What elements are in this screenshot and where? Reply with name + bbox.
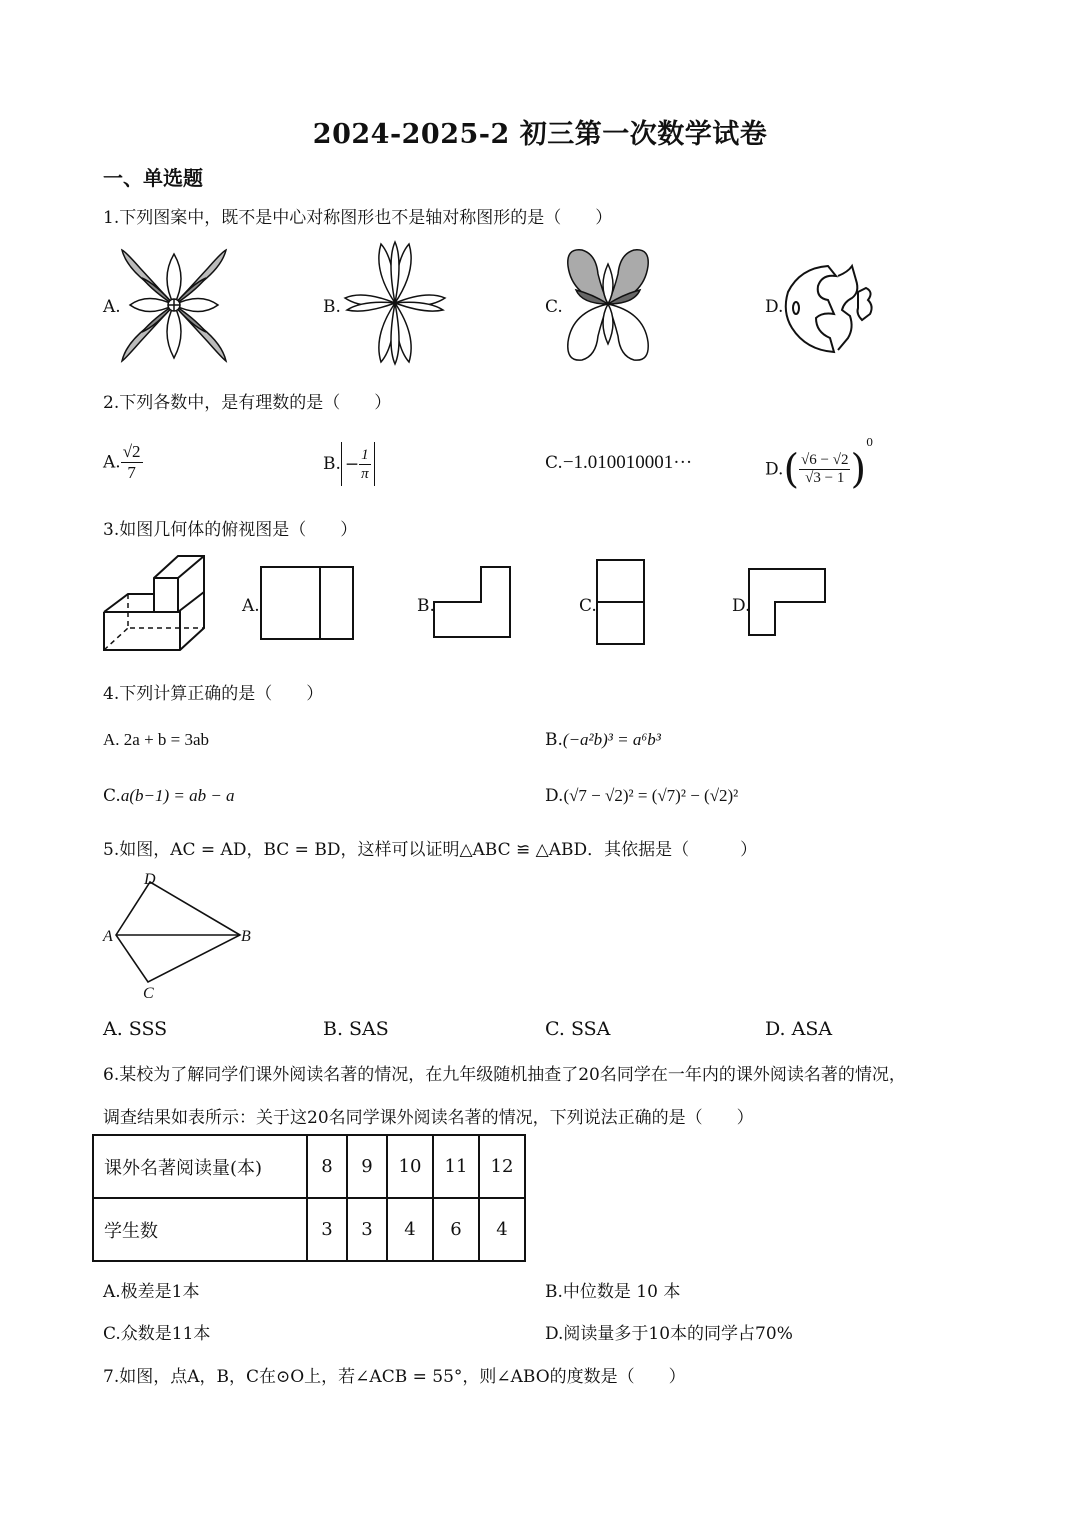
table-cell: 11 [433,1135,479,1198]
q4-option-d-label: D. [545,786,564,806]
q1-figure-d [782,262,878,356]
table-cell: 3 [307,1198,347,1261]
q4-option-a: A. 2a + b = 3ab [103,730,210,749]
q2-option-d: D.( $\frac{√6 - √2}{√3 - 1}$ )$^0$ [765,436,874,493]
table-cell: 8 [307,1135,347,1198]
q3-option-d-label: D. [732,596,751,616]
q6-data-table [92,1134,526,1262]
q1-option-d-label: D. [765,297,784,317]
q2-option-a [103,442,143,483]
q6-option-b: B.中位数是 10 本 [545,1282,681,1302]
question-3-stem: 3.如图几何体的俯视图是（ ） [103,520,358,540]
q5-kite-figure [100,866,260,1002]
q4-option-c-label: C. [103,786,121,806]
question-6-stem-line2: 调查结果如表所示：关于这20名同学课外阅读名著的情况，下列说法正确的是（ ） [103,1108,754,1128]
q6-option-c: C.众数是11本 [103,1324,211,1344]
q1-option-b-label: B. [323,297,341,317]
q2-option-b-label: B. [323,454,341,474]
page-title: 2024-2025-2 初三第一次数学试卷 [312,119,768,150]
question-6-stem-line1: 6.某校为了解同学们课外阅读名著的情况，在九年级随机抽查了20名同学在一年内的课外阅读名著的情况， [103,1065,906,1085]
table-cell: 12 [479,1135,525,1198]
q2-option-c [545,452,692,474]
q3-option-a-label: A. [242,596,260,616]
q2-b-minus: − [344,454,360,475]
q1-figure-a [120,248,228,363]
table-row [93,1198,525,1261]
q1-figure-c [562,246,654,364]
q6-option-d: D.阅读量多于10本的同学占70% [545,1324,793,1344]
q4-b-expression: (−a²b)³ = a⁶b³ [562,730,661,749]
q1-option-a-label: A. [103,297,121,317]
q2-option-a-fraction [121,442,143,483]
q4-option-d [545,786,738,806]
table-cell: 9 [347,1135,387,1198]
table-cell: 3 [347,1198,387,1261]
q2-b-denominator: π [361,466,369,482]
q3-option-b-label: B. [417,596,435,616]
q5-option-d: D. ASA [765,1018,833,1040]
q4-d-expression: (√7 − √2)² = (√7)² − (√2)² [563,786,739,805]
q2-option-c-label: C. [545,453,563,473]
q3-solid-figure [102,552,208,654]
q5-label-d: D [144,871,156,888]
q2-b-abs [341,442,375,486]
table-cell: 10 [387,1135,433,1198]
q2-b-numerator: 1 [359,446,371,465]
section-heading: 一、单选题 [103,166,203,190]
q2-option-d-label: D. [765,459,784,480]
q5-label-a: A [103,928,113,945]
q5-label-b: B [241,928,251,945]
question-4-stem: 4.下列计算正确的是（ ） [103,684,324,704]
q5-option-c: C. SSA [545,1018,611,1040]
q6-option-a: A.极差是1本 [103,1282,200,1302]
question-1-stem: 1.下列图案中，既不是中心对称图形也不是轴对称图形的是（ ） [103,208,613,228]
q2-a-denominator: 7 [127,463,136,482]
q3-figure-a [260,566,356,641]
q5-option-b: B. SAS [323,1018,389,1040]
table-header-cell: 课外名著阅读量(本) [93,1135,307,1198]
question-7-stem: 7.如图，点A，B，C在⊙O上，若∠ACB = 55°，则∠ABO的度数是（ ） [103,1367,686,1387]
table-header-cell: 学生数 [93,1198,307,1261]
q4-option-c [103,786,235,806]
table-cell: 4 [387,1198,433,1261]
q4-c-expression: a(b−1) = ab − a [120,786,235,805]
q1-figure-b [343,240,447,366]
q3-figure-d [748,568,828,638]
table-cell: 4 [479,1198,525,1261]
table-row [93,1135,525,1198]
q2-option-b [323,442,375,486]
q3-option-c-label: C. [579,596,597,616]
q2-d-exponent: 0 [866,436,874,449]
q2-d-denominator: √3 − 1 [805,470,845,486]
q1-option-c-label: C. [545,297,563,317]
q4-option-b [545,730,661,750]
q2-c-value: −1.010010001··· [562,452,693,473]
q3-figure-c [596,559,646,647]
q2-a-numerator: √2 [122,442,141,461]
question-2-stem: 2.下列各数中，是有理数的是（ ） [103,393,392,413]
q2-d-numerator: √6 − √2 [801,452,849,468]
question-5-stem: 5.如图，AC = AD，BC = BD，这样可以证明△ABC ≌ △ABD．其依据是（ ） [103,840,758,860]
q4-option-b-label: B. [545,730,563,750]
q2-option-a-label: A. [103,452,121,473]
q3-figure-b [433,566,513,639]
q5-label-c: C [143,985,154,1002]
table-cell: 6 [433,1198,479,1261]
q5-option-a: A. SSS [103,1018,168,1040]
